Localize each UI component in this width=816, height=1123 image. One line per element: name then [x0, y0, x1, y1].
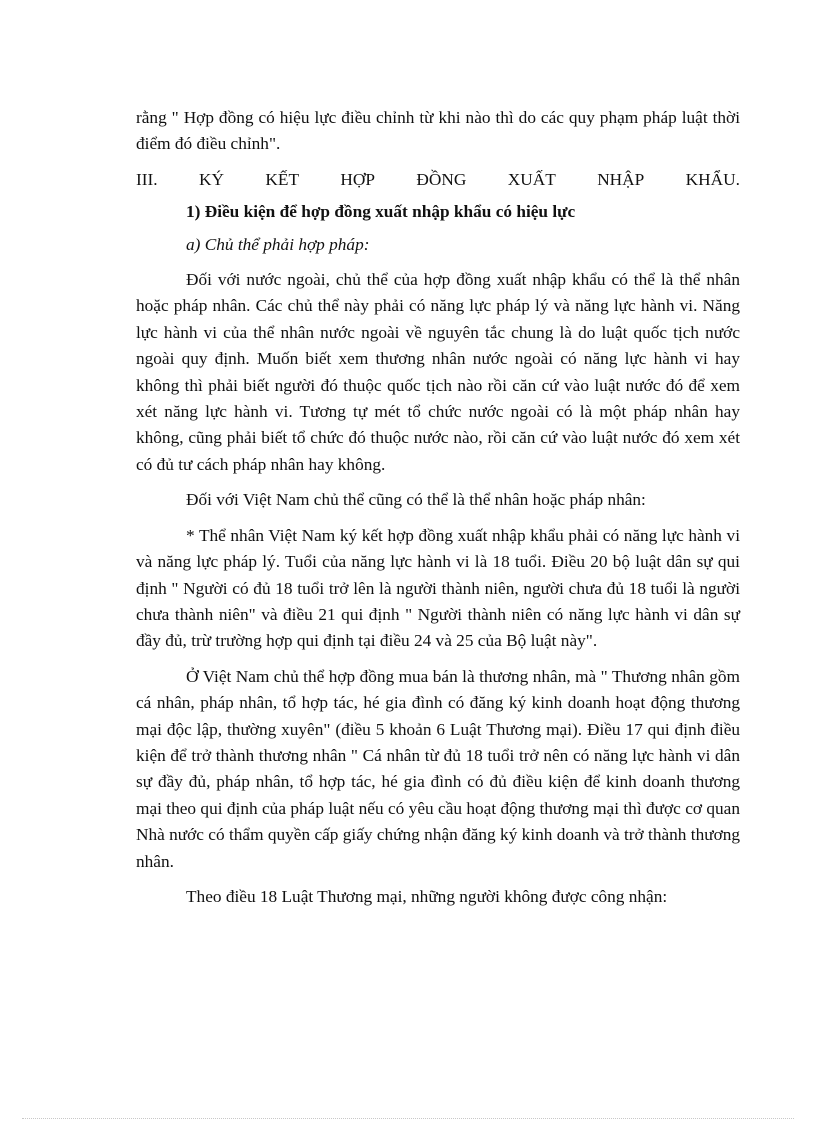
section-heading — [136, 167, 740, 193]
section-heading-word: KẾT — [265, 169, 299, 189]
section-heading-word: KHẨU. — [685, 169, 740, 189]
continuation-paragraph: rằng " Hợp đồng có hiệu lực điều chỉnh từ khi nào thì do các quy phạm pháp luật thời điểm đó điều chỉnh". — [136, 108, 740, 154]
section-heading-word: III. — [136, 169, 158, 189]
section-heading-word: KÝ — [199, 169, 224, 189]
paragraph-foreign-subject: Đối với nước ngoài, chủ thể của hợp đồng xuất nhập khẩu có thể là thể nhân hoặc pháp nhân. Các chủ thể này phải có năng lực pháp lý và năng lực hành vi. Năng lực hành vi của thể nhân nước ngoài về nguyên tắc chung là do luật quốc tịch nước ngoài quy định. Muốn biết xem thương nhân nước ngoài có năng lực hành vi hay không thì phải biết người đó thuộc quốc tịch nào rồi căn cứ vào luật nước đó để xem xét năng lực hành vi. Tương tự mét tổ chức nước ngoài có là một pháp nhân hay không, cũng phải biết tổ chức đó thuộc nước nào, rồi căn cứ vào luật nước đó xem xét có đủ tư cách pháp nhân hay không. — [136, 270, 740, 474]
page-bottom-divider — [22, 1118, 794, 1119]
section-heading-word: ĐỒNG — [416, 169, 467, 189]
section-heading-word: XUẤT — [507, 169, 556, 189]
subheading-legal-subject: a) Chủ thể phải hợp pháp: — [186, 234, 370, 254]
paragraph-natural-person: * Thể nhân Việt Nam ký kết hợp đồng xuất nhập khẩu phải có năng lực hành vi và năng lực pháp lý. Tuổi của năng lực hành vi là 18 tuổi. Điều 20 bộ luật dân sự qui định " Người có đủ 18 tuổi trở lên là người thành niên, người chưa đủ 18 tuổi là người chưa thành niên" và điều 21 qui định " Người thành niên có năng lực hành vi dân sự đầy đủ, trừ trường hợp qui định tại điều 24 và 25 của Bộ luật này". — [136, 525, 740, 651]
section-heading-word: HỢP — [340, 169, 375, 189]
section-heading-word: NHẬP — [597, 169, 645, 189]
paragraph-trader: Ở Việt Nam chủ thể hợp đồng mua bán là thương nhân, mà " Thương nhân gồm cá nhân, pháp nhân, tổ hợp tác, hé gia đình có đăng ký kinh doanh hoạt động thương mại độc lập, thường xuyên" (điều 5 khoản 6 Luật Thương mại). Điều 17 qui định điều kiện để trở thành thương nhân " Cá nhân từ đủ 18 tuổi trở nên có năng lực hành vi dân sự đầy đủ, pháp nhân, tổ hợp tác, hé gia đình có đủ điều kiện để kinh doanh thương mại theo qui định của pháp luật nếu có yêu cầu hoạt động thương mại thì được cơ quan Nhà nước có thẩm quyền cấp giấy chứng nhận đăng ký kinh doanh và trở thành thương nhân. — [136, 666, 740, 871]
document-body — [136, 105, 740, 910]
paragraph-article-18: Theo điều 18 Luật Thương mại, những người không được công nhận: — [186, 886, 668, 906]
paragraph-vietnam-subject: Đối với Việt Nam chủ thể cũng có thể là thể nhân hoặc pháp nhân: — [186, 490, 646, 510]
subheading-conditions: 1) Điều kiện để hợp đồng xuất nhập khẩu có hiệu lực — [186, 202, 576, 222]
